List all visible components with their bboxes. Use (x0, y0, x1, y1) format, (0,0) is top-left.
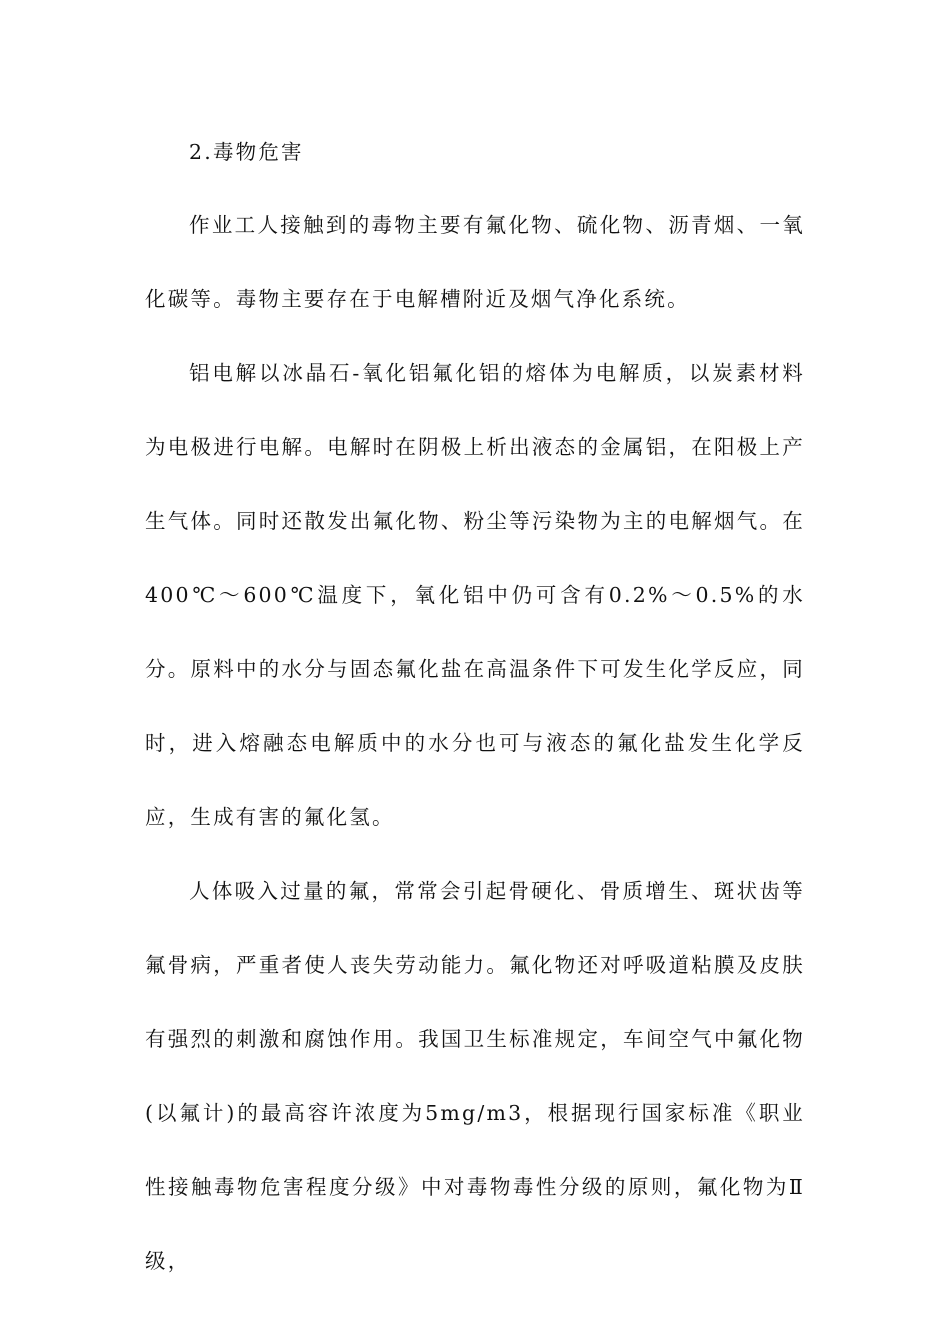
paragraph-toxic-substances: 作业工人接触到的毒物主要有氟化物、硫化物、沥青烟、一氧化碳等。毒物主要存在于电解槽附近及烟气净化系统。 (145, 213, 805, 311)
section-heading: 2.毒物危害 (189, 140, 304, 164)
paragraph-electrolysis-process: 铝电解以冰晶石-氧化铝氟化铝的熔体为电解质，以炭素材料为电极进行电解。电解时在阴极上析出液态的金属铝，在阳极上产生气体。同时还散发出氟化物、粉尘等污染物为主的电解烟气。在400℃～600℃温度下，氧化铝中仍可含有0.2%～0.5%的水分。原料中的水分与固态氟化盐在高温条件下可发生化学反应，同时，进入熔融态电解质中的水分也可与液态的氟化盐发生化学反应，生成有害的氟化氢。 (145, 361, 805, 829)
document-body (145, 128, 805, 1298)
paragraph-fluoride-health-effects: 人体吸入过量的氟，常常会引起骨硬化、骨质增生、斑状齿等氟骨病，严重者使人丧失劳动能力。氟化物还对呼吸道粘膜及皮肤有强烈的刺激和腐蚀作用。我国卫生标准规定，车间空气中氟化物(以氟计)的最高容许浓度为5mg/m3，根据现行国家标准《职业性接触毒物危害程度分级》中对毒物毒性分级的原则，氟化物为Ⅱ级， (145, 879, 805, 1273)
